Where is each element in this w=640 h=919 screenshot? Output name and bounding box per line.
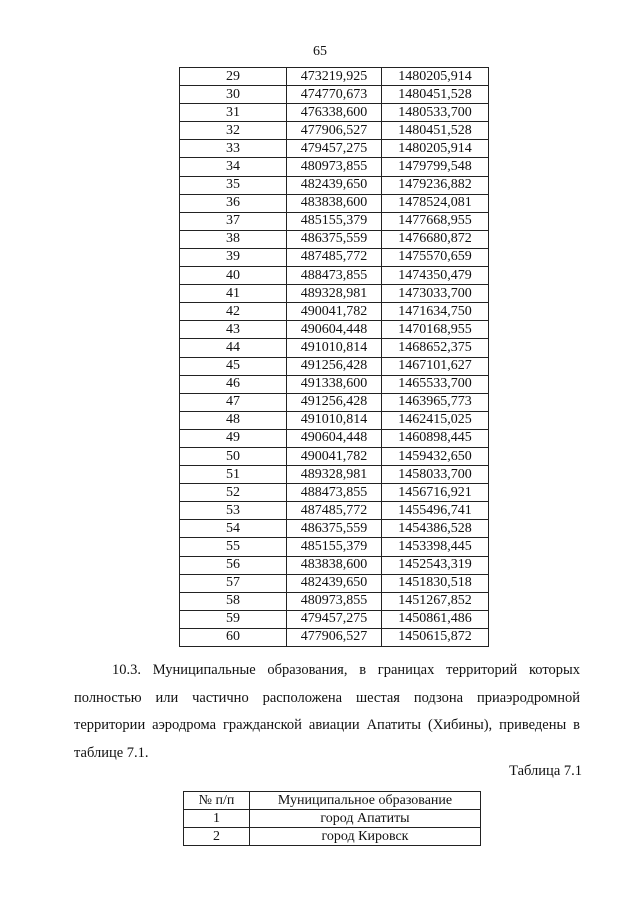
point-number: 29 bbox=[180, 68, 287, 86]
point-number: 40 bbox=[180, 267, 287, 285]
municipalities-table bbox=[183, 791, 481, 846]
point-number: 35 bbox=[180, 176, 287, 194]
x-coordinate: 479457,275 bbox=[287, 140, 382, 158]
point-number: 47 bbox=[180, 393, 287, 411]
row-number: 2 bbox=[184, 828, 250, 846]
y-coordinate: 1479799,548 bbox=[382, 158, 489, 176]
table-row bbox=[180, 285, 489, 303]
y-coordinate: 1453398,445 bbox=[382, 538, 489, 556]
header-number: № п/п bbox=[184, 792, 250, 810]
y-coordinate: 1456716,921 bbox=[382, 484, 489, 502]
table-row bbox=[180, 556, 489, 574]
table-row bbox=[180, 194, 489, 212]
x-coordinate: 486375,559 bbox=[287, 520, 382, 538]
x-coordinate: 479457,275 bbox=[287, 610, 382, 628]
x-coordinate: 480973,855 bbox=[287, 158, 382, 176]
municipality-name: город Кировск bbox=[250, 828, 481, 846]
x-coordinate: 480973,855 bbox=[287, 592, 382, 610]
point-number: 52 bbox=[180, 484, 287, 502]
x-coordinate: 489328,981 bbox=[287, 285, 382, 303]
y-coordinate: 1473033,700 bbox=[382, 285, 489, 303]
x-coordinate: 488473,855 bbox=[287, 484, 382, 502]
table-row bbox=[180, 447, 489, 465]
table-row bbox=[184, 828, 481, 846]
row-number: 1 bbox=[184, 810, 250, 828]
point-number: 39 bbox=[180, 248, 287, 266]
x-coordinate: 487485,772 bbox=[287, 502, 382, 520]
table-row bbox=[180, 628, 489, 646]
y-coordinate: 1455496,741 bbox=[382, 502, 489, 520]
point-number: 48 bbox=[180, 411, 287, 429]
y-coordinate: 1476680,872 bbox=[382, 230, 489, 248]
table-row bbox=[180, 429, 489, 447]
y-coordinate: 1471634,750 bbox=[382, 303, 489, 321]
table-row bbox=[180, 357, 489, 375]
point-number: 59 bbox=[180, 610, 287, 628]
y-coordinate: 1467101,627 bbox=[382, 357, 489, 375]
page-number: 65 bbox=[313, 44, 327, 59]
table-row bbox=[180, 610, 489, 628]
table-row bbox=[180, 140, 489, 158]
x-coordinate: 490604,448 bbox=[287, 429, 382, 447]
x-coordinate: 483838,600 bbox=[287, 556, 382, 574]
y-coordinate: 1458033,700 bbox=[382, 466, 489, 484]
point-number: 37 bbox=[180, 212, 287, 230]
point-number: 53 bbox=[180, 502, 287, 520]
x-coordinate: 490041,782 bbox=[287, 303, 382, 321]
point-number: 38 bbox=[180, 230, 287, 248]
point-number: 30 bbox=[180, 86, 287, 104]
y-coordinate: 1479236,882 bbox=[382, 176, 489, 194]
y-coordinate: 1475570,659 bbox=[382, 248, 489, 266]
y-coordinate: 1480205,914 bbox=[382, 140, 489, 158]
point-number: 57 bbox=[180, 574, 287, 592]
y-coordinate: 1450615,872 bbox=[382, 628, 489, 646]
x-coordinate: 490041,782 bbox=[287, 447, 382, 465]
x-coordinate: 474770,673 bbox=[287, 86, 382, 104]
table-row bbox=[180, 86, 489, 104]
point-number: 44 bbox=[180, 339, 287, 357]
x-coordinate: 491256,428 bbox=[287, 393, 382, 411]
table-row bbox=[180, 68, 489, 86]
x-coordinate: 482439,650 bbox=[287, 574, 382, 592]
y-coordinate: 1451267,852 bbox=[382, 592, 489, 610]
y-coordinate: 1459432,650 bbox=[382, 447, 489, 465]
table-caption: Таблица 7.1 bbox=[509, 763, 582, 779]
table-row bbox=[180, 248, 489, 266]
y-coordinate: 1470168,955 bbox=[382, 321, 489, 339]
x-coordinate: 487485,772 bbox=[287, 248, 382, 266]
x-coordinate: 491010,814 bbox=[287, 339, 382, 357]
table-row bbox=[184, 810, 481, 828]
x-coordinate: 485155,379 bbox=[287, 212, 382, 230]
x-coordinate: 485155,379 bbox=[287, 538, 382, 556]
table-row bbox=[180, 339, 489, 357]
y-coordinate: 1452543,319 bbox=[382, 556, 489, 574]
point-number: 58 bbox=[180, 592, 287, 610]
table-row bbox=[180, 393, 489, 411]
x-coordinate: 482439,650 bbox=[287, 176, 382, 194]
x-coordinate: 489328,981 bbox=[287, 466, 382, 484]
table-row bbox=[180, 502, 489, 520]
x-coordinate: 477906,527 bbox=[287, 122, 382, 140]
y-coordinate: 1460898,445 bbox=[382, 429, 489, 447]
y-coordinate: 1480205,914 bbox=[382, 68, 489, 86]
table-row bbox=[180, 267, 489, 285]
paragraph-10-3 bbox=[74, 657, 580, 767]
point-number: 43 bbox=[180, 321, 287, 339]
point-number: 46 bbox=[180, 375, 287, 393]
x-coordinate: 486375,559 bbox=[287, 230, 382, 248]
y-coordinate: 1462415,025 bbox=[382, 411, 489, 429]
table-row bbox=[180, 375, 489, 393]
y-coordinate: 1450861,486 bbox=[382, 610, 489, 628]
table-row bbox=[180, 230, 489, 248]
point-number: 50 bbox=[180, 447, 287, 465]
table-row bbox=[180, 104, 489, 122]
point-number: 55 bbox=[180, 538, 287, 556]
x-coordinate: 473219,925 bbox=[287, 68, 382, 86]
x-coordinate: 491338,600 bbox=[287, 375, 382, 393]
table-row bbox=[180, 466, 489, 484]
x-coordinate: 491256,428 bbox=[287, 357, 382, 375]
point-number: 54 bbox=[180, 520, 287, 538]
point-number: 34 bbox=[180, 158, 287, 176]
x-coordinate: 483838,600 bbox=[287, 194, 382, 212]
x-coordinate: 491010,814 bbox=[287, 411, 382, 429]
table-row bbox=[180, 303, 489, 321]
table-row bbox=[180, 538, 489, 556]
y-coordinate: 1465533,700 bbox=[382, 375, 489, 393]
point-number: 32 bbox=[180, 122, 287, 140]
point-number: 41 bbox=[180, 285, 287, 303]
y-coordinate: 1480451,528 bbox=[382, 122, 489, 140]
x-coordinate: 477906,527 bbox=[287, 628, 382, 646]
table-row bbox=[180, 574, 489, 592]
table-row bbox=[180, 411, 489, 429]
table-row bbox=[180, 321, 489, 339]
y-coordinate: 1478524,081 bbox=[382, 194, 489, 212]
point-number: 60 bbox=[180, 628, 287, 646]
x-coordinate: 490604,448 bbox=[287, 321, 382, 339]
table-row bbox=[180, 212, 489, 230]
municipality-name: город Апатиты bbox=[250, 810, 481, 828]
y-coordinate: 1477668,955 bbox=[382, 212, 489, 230]
point-number: 51 bbox=[180, 466, 287, 484]
municipalities-header-row bbox=[184, 792, 481, 810]
table-row bbox=[180, 520, 489, 538]
y-coordinate: 1480533,700 bbox=[382, 104, 489, 122]
y-coordinate: 1480451,528 bbox=[382, 86, 489, 104]
table-row bbox=[180, 592, 489, 610]
table-row bbox=[180, 484, 489, 502]
point-number: 45 bbox=[180, 357, 287, 375]
header-municipality: Муниципальное образование bbox=[250, 792, 481, 810]
x-coordinate: 476338,600 bbox=[287, 104, 382, 122]
y-coordinate: 1463965,773 bbox=[382, 393, 489, 411]
x-coordinate: 488473,855 bbox=[287, 267, 382, 285]
y-coordinate: 1474350,479 bbox=[382, 267, 489, 285]
table-row bbox=[180, 176, 489, 194]
point-number: 36 bbox=[180, 194, 287, 212]
paragraph-text: 10.3. Муниципальные образования, в границах территорий которых полностью или частично расположена шестая подзона приаэродромной территории аэродрома гражданской авиации Апатиты (Хибины), приведены в таблице 7.1. bbox=[74, 662, 580, 761]
point-number: 33 bbox=[180, 140, 287, 158]
point-number: 31 bbox=[180, 104, 287, 122]
y-coordinate: 1468652,375 bbox=[382, 339, 489, 357]
y-coordinate: 1454386,528 bbox=[382, 520, 489, 538]
table-row bbox=[180, 122, 489, 140]
coordinates-table bbox=[179, 67, 489, 647]
table-row bbox=[180, 158, 489, 176]
point-number: 49 bbox=[180, 429, 287, 447]
y-coordinate: 1451830,518 bbox=[382, 574, 489, 592]
point-number: 56 bbox=[180, 556, 287, 574]
point-number: 42 bbox=[180, 303, 287, 321]
